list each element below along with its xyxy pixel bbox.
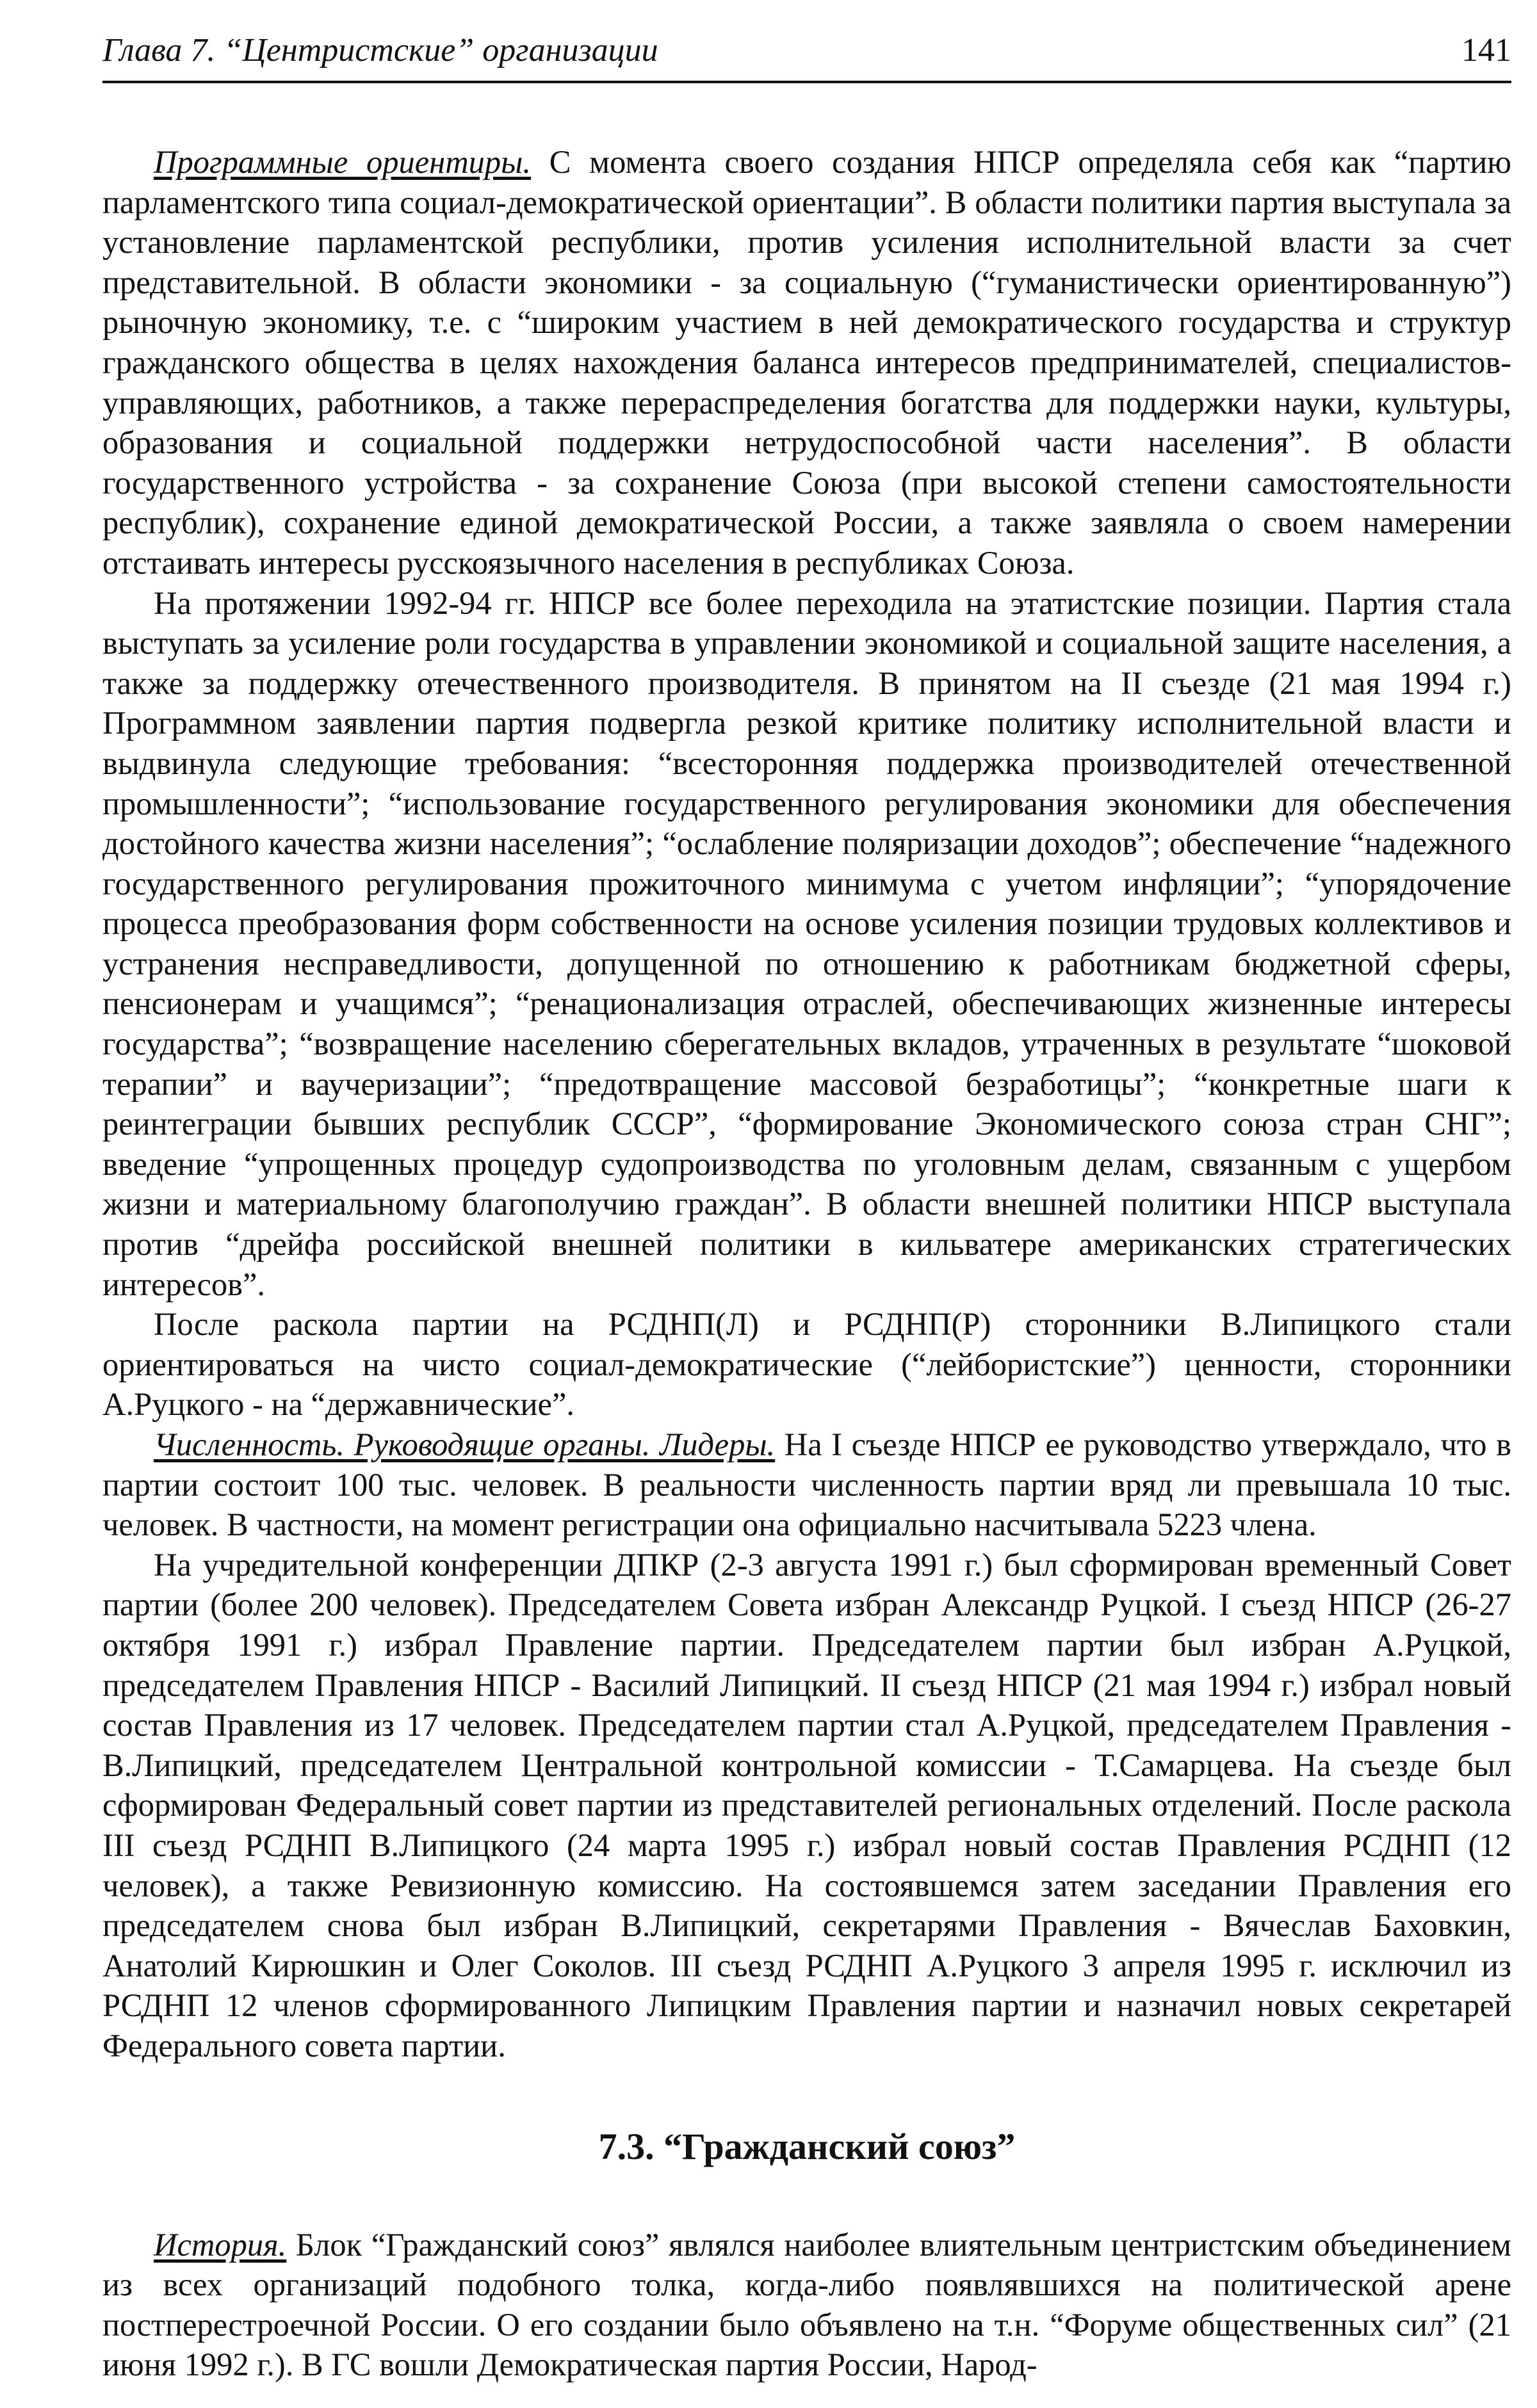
page-body xyxy=(102,142,1511,2385)
rubric-membership: Численность. Руководящие органы. Лидеры. xyxy=(154,1426,776,1462)
section-heading: 7.3. “Гражданский союз” xyxy=(598,2125,1016,2167)
chapter-title: Глава 7. “Центристские” организации xyxy=(102,32,658,69)
paragraph-leadership xyxy=(102,1545,1511,2066)
paragraph-text: На учредительной конференции ДПКР (2-3 августа 1991 г.) был сформирован временный Совет партии (более 200 человек). Председателем Совета избран Александр Руцкой. I съезд НПСР (26-27 октября 1991 г.) избрал Правление партии. Председателем партии был избран А.Руцкой, председателем Правления НПСР - Василий Липицкий. II съезд НПСР (21 мая 1994 г.) избрал новый состав Правления из 17 человек. Председателем партии стал А.Руцкой, председателем Правления - В.Липицкий, председателем Центральной контрольной комиссии - Т.Самарцева. На съезде был сформирован Федеральный совет партии из представителей региональных отделений. После раскола III съезд РСДНП В.Липицкого (24 марта 1995 г.) избрал новый состав Правления РСДНП (12 человек), а также Ревизионную комиссию. На состоявшемся затем заседании Правления его председателем снова был избран В.Липицкий, секретарями Правления - Вячеслав Баховкин, Анатолий Кирюшкин и Олег Соколов. III съезд РСДНП А.Руцкого 3 апреля 1995 г. исключил из РСДНП 12 членов сформированного Липицким Правления партии и назначил новых секретарей Федерального совета партии. xyxy=(102,1546,1511,2064)
paragraph-text: После раскола партии на РСДНП(Л) и РСДНП(Р) сторонники В.Липицкого стали ориентироваться на чисто социал-демократические (“лейбористские”) ценности, сторонники А.Руцкого - на “державнические”. xyxy=(102,1306,1511,1423)
paragraph-etatism xyxy=(102,583,1511,1305)
rubric-program: Программные ориентиры. xyxy=(154,144,532,180)
paragraph-program xyxy=(102,142,1511,583)
running-header xyxy=(102,26,1511,83)
paragraph-history xyxy=(102,2225,1511,2385)
paragraph-text: Блок “Гражданский союз” являлся наиболее влиятельным центристским объединением из всех организаций подобного толка, когда-либо появлявшихся на политической арене постперестроечной России. О его создании было объявлено на т.н. “Форуме общественных сил” (21 июня 1992 г.). В ГС вошли Демократическая партия России, Народ- xyxy=(102,2226,1511,2383)
paragraph-membership xyxy=(102,1425,1511,1545)
book-page xyxy=(102,26,1511,2385)
page-number: 141 xyxy=(1461,32,1511,69)
paragraph-split xyxy=(102,1304,1511,1425)
paragraph-text: На протяжении 1992-94 гг. НПСР все более переходила на этатистские позиции. Партия стала выступать за усиление роли государства в управлении экономикой и социальной защите населения, а также за поддержку отечественного производителя. В принятом на II съезде (21 мая 1994 г.) Программном заявлении партия подвергла резкой критике политику исполнительной власти и выдвинула следующие требования: “всесторонняя поддержка производителей отечественной промышленности”; “использование государственного регулирования экономики для обеспечения достойного качества жизни населения”; “ослабление поляризации доходов”; обеспечение “надежного государственного регулирования прожиточного минимума с учетом инфляции”; “упорядочение процесса преобразования форм собственности на основе усиления позиции трудовых коллективов и устранения несправедливости, допущенной по отношению к работникам бюджетной сферы, пенсионерам и учащимся”; “ренационализация отраслей, обеспечивающих жизненные интересы государства”; “возвращение населению сберегательных вкладов, утраченных в результате “шоковой терапии” и ваучеризации”; “предотвращение массовой безработицы”; “конкретные шаги к реинтеграции бывших республик СССР”, “формирование Экономического союза стран СНГ”; введение “упрощенных процедур судопроизводства по уголовным делам, связанным с ущербом жизни и материальному благополучию граждан”. В области внешней политики НПСР выступала против “дрейфа российской внешней политики в кильватере американских стратегических интересов”. xyxy=(102,585,1511,1302)
rubric-history: История. xyxy=(154,2226,287,2263)
paragraph-text: На I съезде НПСР ее руководство утверждало, что в партии состоит 100 тыс. человек. В реальности численность партии вряд ли превышала 10 тыс. человек. В частности, на момент регистрации она официально насчитывала 5223 члена. xyxy=(102,1426,1511,1543)
paragraph-text: С момента своего создания НПСР определяла себя как “партию парламентского типа социал-демократической ориентации”. В области политики партия выступала за установление парламентской республики, против усиления исполнительной власти за счет представительной. В области экономики - за социальную (“гуманистически ориентированную”) рыночную экономику, т.е. с “широким участием в ней демократического государства и структур гражданского общества в целях нахождения баланса интересов предпринимателей, специалистов-управляющих, работников, а также перераспределения богатства для поддержки науки, культуры, образования и социальной поддержки нетрудоспособной части населения”. В области государственного устройства - за сохранение Союза (при высокой степени самостоятельности республик), сохранение единой демократической России, а также заявляла о своем намерении отстаивать интересы русскоязычного населения в республиках Союза. xyxy=(102,144,1511,581)
